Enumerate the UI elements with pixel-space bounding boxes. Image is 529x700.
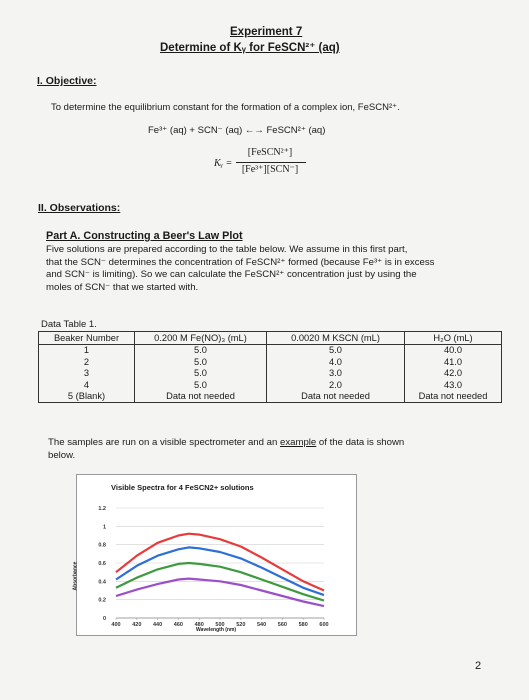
- table-row: [39, 356, 502, 368]
- spectra-chart: [72, 474, 357, 636]
- x-tick-label: 400: [111, 622, 121, 628]
- table-cell: 42.0: [405, 368, 502, 380]
- table-cell: 3.0: [267, 368, 405, 380]
- table-cell: 5.0: [135, 368, 267, 380]
- x-tick-label: 560: [277, 622, 287, 628]
- table-cell: 40.0: [405, 344, 502, 356]
- experiment-title: Determine of Kᵧ for FeSCN²⁺ (aq): [160, 42, 340, 54]
- table-header-row: [39, 332, 502, 345]
- header-beaker: Beaker Number: [39, 332, 135, 345]
- table-cell: 2: [39, 356, 135, 368]
- x-tick-label: 500: [215, 622, 225, 628]
- samples-line-1: [48, 437, 404, 450]
- table-cell: 41.0: [405, 356, 502, 368]
- table-cell: 43.0: [405, 379, 502, 391]
- page-number: 2: [475, 660, 482, 672]
- x-tick-label: 460: [173, 622, 183, 628]
- x-tick-label: 540: [257, 622, 267, 628]
- example-link-text: example: [279, 437, 317, 448]
- kf-numerator: [FeSCN²⁺]: [247, 147, 293, 158]
- chart-plot-area: [77, 475, 356, 635]
- y-tick-label: 0: [102, 616, 106, 622]
- objective-heading: I. Objective:: [37, 75, 97, 87]
- kf-symbol: Kᵧ =: [214, 158, 233, 169]
- header-water: H₂O (mL): [405, 332, 502, 345]
- kf-denominator: [Fe³⁺][SCN⁻]: [241, 164, 299, 175]
- chart-title: Visible Spectra for 4 FeSCN2+ solutions: [111, 483, 254, 492]
- table-cell: 3: [39, 368, 135, 380]
- part-a-description: [46, 244, 434, 294]
- table-cell: 2.0: [267, 379, 405, 391]
- y-tick-label: 0.6: [98, 561, 106, 567]
- part-a-line-1: Five solutions are prepared according to the table below. We assume in this first part,: [46, 244, 408, 255]
- table-cell: Data not needed: [135, 391, 267, 403]
- y-tick-label: 0.2: [98, 597, 106, 604]
- table-cell: 5.0: [135, 356, 267, 368]
- table-cell: 4.0: [267, 356, 405, 368]
- reaction-equation: Fe³⁺ (aq) + SCN⁻ (aq) ←→ FeSCN²⁺ (aq): [148, 125, 326, 136]
- table-caption: Data Table 1.: [41, 319, 97, 330]
- part-a-line-3: and SCN⁻ is limiting). So we can calculate the FeSCN²⁺ concentration just by using the: [46, 269, 417, 280]
- observations-heading: II. Observations:: [38, 202, 121, 214]
- y-axis-label: Absorbance: [72, 561, 79, 591]
- x-tick-label: 520: [236, 622, 246, 628]
- part-a-line-4: moles of SCN⁻ that we started with.: [46, 281, 199, 293]
- y-tick-label: 1.2: [98, 506, 106, 512]
- table-row: [39, 391, 502, 403]
- table-row: [39, 368, 502, 380]
- y-tick-label: 0.4: [98, 579, 106, 586]
- x-tick-label: 440: [153, 622, 163, 628]
- x-tick-label: 480: [194, 622, 204, 628]
- part-a-heading: Part A. Constructing a Beer's Law Plot: [46, 230, 243, 242]
- data-table: [38, 331, 502, 403]
- kf-expression: [214, 147, 334, 181]
- table-cell: 5.0: [267, 344, 405, 356]
- table-cell: 4: [39, 379, 135, 391]
- objective-text: To determine the equilibrium constant for the formation of a complex ion, FeSCN²⁺.: [51, 102, 400, 113]
- samples-text: [48, 437, 404, 462]
- table-cell: Data not needed: [405, 391, 502, 403]
- samples-line-1-pre: The samples are run on a visible spectrometer and an: [48, 437, 280, 448]
- table-cell: 5.0: [135, 344, 267, 356]
- table-cell: Data not needed: [267, 391, 405, 403]
- table-row: [39, 344, 502, 356]
- x-axis-label: Wavelength (nm): [196, 627, 237, 633]
- table-row: [39, 379, 502, 391]
- y-tick-label: 0.8: [98, 542, 106, 549]
- table-cell: 5 (Blank): [39, 391, 135, 403]
- samples-line-1-post: of the data is shown: [316, 437, 405, 448]
- part-a-line-2: that the SCN⁻ determines the concentration of FeSCN²⁺ formed (because Fe³⁺ is in excess: [46, 256, 435, 268]
- table-cell: 1: [39, 344, 135, 356]
- x-tick-label: 600: [319, 622, 329, 628]
- samples-line-2: below.: [48, 449, 76, 461]
- y-tick-label: 1: [102, 524, 106, 531]
- table-cell: 5.0: [135, 379, 267, 391]
- x-tick-label: 420: [132, 622, 142, 628]
- header-fe-nitrate: 0.200 M Fe(NO)₃ (mL): [135, 332, 267, 345]
- fraction-bar: [236, 162, 306, 163]
- x-tick-label: 580: [298, 622, 308, 628]
- header-kscn: 0.0020 M KSCN (mL): [267, 332, 405, 345]
- experiment-number: Experiment 7: [230, 26, 303, 38]
